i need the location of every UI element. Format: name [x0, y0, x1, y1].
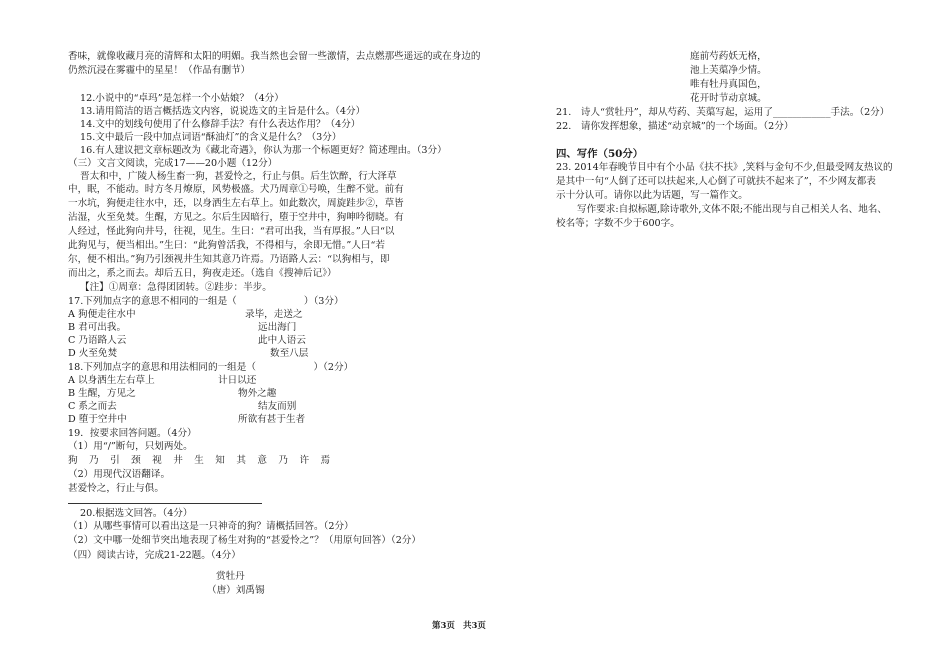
q18-option-a-pair: 计日以还	[218, 375, 257, 386]
poem-line-1: 庭前芍药妖无格，	[690, 51, 767, 62]
q17-option-c-pair: 此中人语云	[258, 335, 306, 346]
question-19-stem: 19．按要求回答问题。（4分）	[68, 428, 197, 439]
classical-text-line-2: 中，眠，不能动。时方冬月燎原，风势极盛。犬乃周章①号唤，生醉不觉。前有	[68, 184, 404, 195]
q19-sentence: 狗 乃 引 颈 视 井 生 知 其 意 乃 许 焉	[68, 455, 335, 466]
poem-line-3: 唯有牡丹真国色，	[690, 79, 767, 90]
question-15: 15.文中最后一段中加点词语“酥油灯”的含义是什么？（3分）	[80, 132, 342, 143]
answer-line	[68, 503, 262, 504]
q19-translate-text: 甚爱怜之，行止与俱。	[68, 483, 164, 494]
page-number: 第3页	[432, 621, 455, 631]
question-21: 21. 诗人“赏牡丹”，却从芍药、芙蕖写起，运用了____________手法。（2分）	[556, 107, 890, 118]
q17-option-d-pair: 数至八层	[270, 348, 309, 359]
question-12: 12.小说中的“卓玛”是怎样一个小姑娘？（4分）	[80, 93, 284, 104]
classical-text-line-8: 而出之，系之而去。却后五日，狗夜走还。（选自《搜神后记》）	[68, 268, 337, 279]
poem-title: 赏牡丹	[216, 571, 245, 582]
question-18-stem: 18.下列加点字的意思和用法相同的一组是（ ）（2分）	[68, 362, 354, 373]
poem-line-4: 花开时节动京城。	[690, 93, 767, 104]
q18-option-a: A 以身洒生左右草上	[68, 375, 155, 386]
question-20-stem: 20.根据选文回答。（4分）	[80, 508, 193, 519]
q19-part-1: （1）用“/”断句，只划两处。	[68, 441, 193, 452]
q18-option-b: B 生醒，方见之	[68, 388, 136, 399]
q18-option-d: D 堕于空井中	[68, 414, 127, 425]
q17-option-a: A 狗便走往水中	[68, 309, 136, 320]
question-14: 14.文中的划线句使用了什么修辞手法？有什么表达作用？（4分）	[80, 119, 361, 130]
classical-text-line-7: 尔，便不相出。”狗乃引颈视井生知其意乃许焉。乃语路人云：“以狗相与，即	[68, 254, 390, 265]
q18-option-d-pair: 所欲有甚于生者	[238, 414, 306, 425]
annotation-note: 【注】①周章：急得团团转。②跬步：半步。	[80, 282, 272, 293]
writing-prompt-line-3: 示十分认可。请你以此为话题，写一篇作文。	[556, 190, 748, 201]
q17-option-d: D 火至免焚	[68, 348, 118, 359]
question-22: 22. 请你发挥想象，描述“动京城”的一个场面。（2分）	[556, 121, 794, 132]
classical-text-line-1: 晋太和中，广陵人杨生畜一狗，甚爱怜之，行止与俱。后生饮醉，行大泽草	[80, 171, 397, 182]
section-3-heading: （三）文言文阅读，完成17——20小题（12分）	[68, 158, 278, 169]
writing-requirements-line-2: 校名等；字数不少于600字。	[556, 218, 680, 229]
poem-author: （唐）刘禹锡	[207, 585, 265, 596]
question-13: 13.请用简洁的语言概括选文内容，说说选文的主旨是什么。（4分）	[80, 106, 366, 117]
q17-option-b: B 君可出我。	[68, 322, 127, 333]
writing-section-heading: 四、写作（50分）	[556, 148, 644, 160]
q17-option-a-pair: 录毕，走送之	[245, 309, 303, 320]
q20-part-2: （2）文中哪一处细节突出地表现了杨生对狗的“甚爱怜之”？（用原句回答）（2分）	[68, 535, 421, 546]
q18-option-c-pair: 结友而别	[258, 401, 297, 412]
question-17-stem: 17.下列加点字的意思不相同的一组是（ ）（3分）	[68, 296, 344, 307]
intro-line-1: 香味，就像收藏月亮的清辉和太阳的明媚。我当然也会留一些激情，去点燃那些遥远的或在身边的	[68, 51, 481, 62]
classical-text-line-5: 人经过，怪此狗向井号，往视，见生。生曰：“君可出我，当有厚报。”人曰“以	[68, 226, 395, 237]
question-16: 16.有人建议把文章标题改为《藏北奇遇》，你认为那一个标题更好？简述理由。（3分）	[80, 145, 447, 156]
q17-option-b-pair: 远出海门	[258, 322, 297, 333]
q20-part-1: （1）从哪些事情可以看出这是一只神奇的狗？请概括回答。（2分）	[68, 521, 354, 532]
q18-option-c: C 系之而去	[68, 401, 117, 412]
q18-option-b-pair: 物外之趣	[238, 388, 277, 399]
poem-line-2: 池上芙蕖净少情。	[690, 65, 767, 76]
section-4-heading: （四）阅读古诗，完成21-22题。（4分）	[68, 550, 241, 561]
q17-option-c: C 乃语路人云	[68, 335, 127, 346]
classical-text-line-4: 沾湿，火至免焚。生醒，方见之。尔后生因暗行，堕于空井中，狗呻吟彻晓。有	[68, 212, 404, 223]
classical-text-line-3: 一水坑，狗便走往水中，还，以身洒生左右草上。如此数次，周旋跬步②，草皆	[68, 198, 404, 209]
page-total: 共3页	[463, 621, 486, 631]
intro-line-2: 仍然沉浸在雾霾中的星星！（作品有删节）	[68, 65, 251, 76]
writing-prompt-line-1: 23. 2014年春晚节目中有个小品《扶不扶》,笑料与金句不少,但最受网友热议的	[556, 162, 893, 173]
q19-part-2: （2）用现代汉语翻译。	[68, 469, 171, 480]
writing-requirements-line-1: 写作要求:自拟标题,除诗歌外,文体不限;不能出现与自己相关人名、地名、	[577, 204, 887, 215]
classical-text-line-6: 此狗见与，便当相出。”生曰：“此狗曾活我，不得相与，余即无惜。”人曰“若	[68, 240, 386, 251]
writing-prompt-line-2: 是其中一句“人倒了还可以扶起来,人心倒了可就扶不起来了”，不少网友都表	[556, 176, 876, 187]
